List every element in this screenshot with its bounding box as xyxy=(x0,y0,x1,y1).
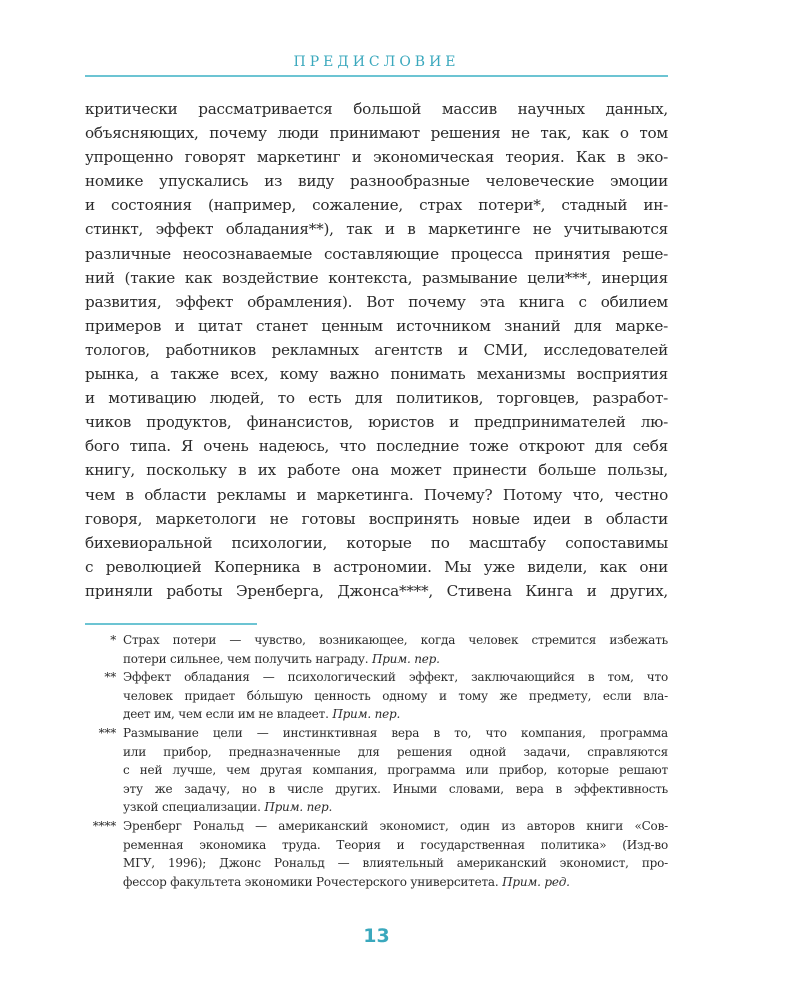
footnote-note: Прим. пер. xyxy=(332,707,401,722)
body-line: рынка, а также всех, кому важно понимать механизмы восприятия xyxy=(85,365,668,384)
body-line: объясняющих, почему люди принимают решения не так, как о том xyxy=(85,124,668,143)
footnote-line: Эффект обладания — психологический эффект, заключающийся в том, что xyxy=(123,670,668,685)
body-line: и состояния (например, сожаление, страх потери*, стадный ин- xyxy=(85,196,668,215)
body-line: примеров и цитат станет ценным источником знаний для марке- xyxy=(85,316,668,335)
header-divider xyxy=(85,75,668,77)
body-line: бого типа. Я очень надеюсь, что последние тоже откроют для себя xyxy=(85,437,668,456)
footnote xyxy=(85,724,668,817)
footnote-line: или прибор, предназначенные для решения одной задачи, справляются xyxy=(123,744,668,759)
footnote-text: потери сильнее, чем получить награду. xyxy=(123,651,369,666)
footnote xyxy=(85,631,668,668)
body-line: и мотивацию людей, то есть для политиков, торговцев, разработ- xyxy=(85,389,668,408)
footnote-text: узкой специализации. xyxy=(123,800,261,815)
body-line: чиков продуктов, финансистов, юристов и предпринимателей лю- xyxy=(85,413,668,432)
footnote xyxy=(85,668,668,724)
footnote-line xyxy=(123,873,668,892)
footnote-note: Прим. пер. xyxy=(371,651,440,666)
footnote-line: Страх потери — чувство, возникающее, когда человек стремится избежать xyxy=(123,633,668,647)
body-line: бихевиоральной психологии, которые по масштабу сопоставимы xyxy=(85,533,668,552)
footnote-marker: **** xyxy=(92,818,116,833)
body-line: чем в области рекламы и маркетинга. Почему? Потому что, честно xyxy=(85,485,668,504)
footnote-note: Прим. ред. xyxy=(502,874,570,889)
body-line: развития, эффект обрамления). Вот почему эта книга с обилием xyxy=(85,292,668,311)
footnote-line xyxy=(123,705,668,724)
footnote-line: Размывание цели — инстинктивная вера в то, что компания, программа xyxy=(123,725,668,740)
body-line: различные неосознаваемые составляющие процесса принятия реше- xyxy=(85,244,668,263)
body-line: ний (такие как воздействие контекста, размывание цели***, инерция xyxy=(85,268,668,287)
body-line: тологов, работников рекламных агентств и СМИ, исследователей xyxy=(85,340,668,359)
body-line: номике упускались из виду разнообразные человеческие эмоции xyxy=(85,172,668,191)
footnotes xyxy=(85,631,668,891)
body-line: книгу, поскольку в их работе она может принести больше пользы, xyxy=(85,461,668,480)
body-text xyxy=(85,97,668,603)
footnote xyxy=(85,817,668,891)
footnote-divider xyxy=(85,623,257,625)
footnote-line xyxy=(123,798,668,817)
footnote-text: деет им, чем если им не владеет. xyxy=(123,707,329,722)
footnote-line xyxy=(123,650,668,669)
body-line: стинкт, эффект обладания**), так и в маркетинге не учитываются xyxy=(85,220,668,239)
footnote-line: МГУ, 1996); Джонс Рональд — влиятельный американский экономист, про- xyxy=(123,856,668,871)
footnote-text: фессор факультета экономики Рочестерского университета. xyxy=(123,874,499,889)
footnote-line: эту же задачу, но в числе других. Иными словами, вера в эффективность xyxy=(123,781,668,796)
footnote-note: Прим. пер. xyxy=(264,800,333,815)
page-number: 13 xyxy=(363,925,390,947)
body-line: критически рассматривается большой массив научных данных, xyxy=(85,100,668,118)
footnote-line: Эренберг Рональд — американский экономист, один из авторов книги «Сов- xyxy=(123,818,668,833)
body-line: приняли работы Эренберга, Джонса****, Стивена Кинга и других, xyxy=(85,581,668,600)
body-line: упрощенно говорят маркетинг и экономическая теория. Как в эко- xyxy=(85,148,668,167)
footnote-marker: * xyxy=(110,633,116,647)
body-line: говоря, маркетологи не готовы воспринять новые идеи в области xyxy=(85,509,668,528)
footnote-marker: *** xyxy=(98,725,116,740)
body-line: с революцией Коперника в астрономии. Мы уже видели, как они xyxy=(85,557,668,576)
footnote-line: с ней лучше, чем другая компания, программа или прибор, которые решают xyxy=(123,763,668,778)
footnote-line: ременная экономика труда. Теория и государственная политика» (Изд-во xyxy=(123,837,668,852)
footnote-marker: ** xyxy=(104,670,116,685)
running-header: ПРЕДИСЛОВИЕ xyxy=(293,54,460,70)
footnote-line: человек придает бóльшую ценность одному и тому же предмету, если вла- xyxy=(123,688,668,703)
